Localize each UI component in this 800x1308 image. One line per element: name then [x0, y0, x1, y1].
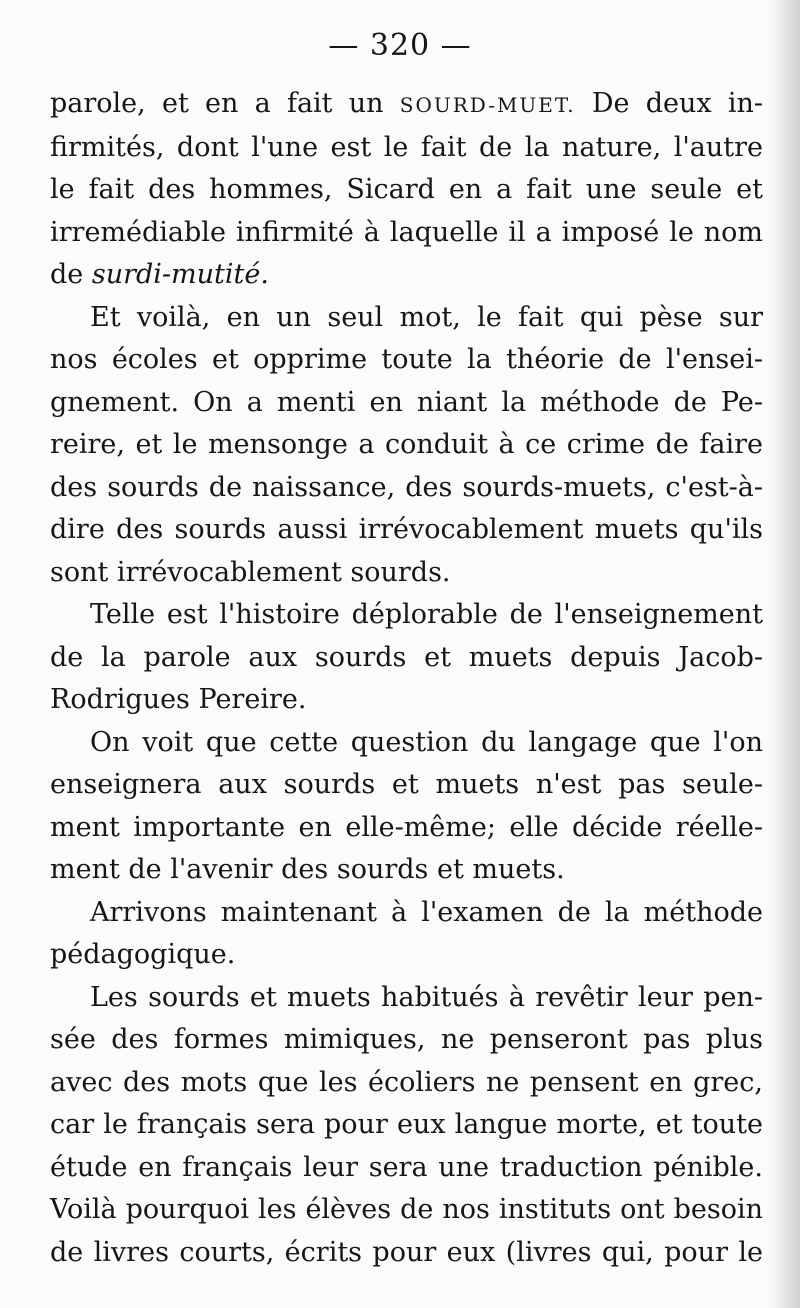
- body-text: [50, 83, 763, 1274]
- line-text: firmités, dont l'une est le fait de la nature, l'autre: [50, 131, 763, 163]
- scan-shadow: [766, 0, 800, 1308]
- line-text: dire des sourds aussi irrévocablement muets qu'ils: [50, 514, 763, 545]
- text-line: [50, 424, 763, 467]
- line-text: le fait des hommes, Sicard en a fait une seule et: [50, 174, 763, 205]
- italic-term: surdi-mutité.: [91, 259, 269, 290]
- text-line: [50, 1019, 763, 1062]
- line-text: Arrivons maintenant à l'examen de la méthode: [90, 896, 763, 928]
- line-text: étude en français leur sera une traduction pénible.: [50, 1151, 763, 1183]
- line-text: pédagogique.: [50, 939, 236, 970]
- line-text: Telle est l'histoire déplorable de l'enseignement: [90, 599, 763, 630]
- line-text: De deux in-: [575, 88, 763, 119]
- line-text: des sourds de naissance, des sourds-muets, c'est-à-: [50, 471, 763, 503]
- line-text: Et voilà, en un seul mot, le fait qui pèse sur: [90, 301, 763, 333]
- text-line: [50, 127, 763, 170]
- text-line: [50, 849, 763, 892]
- line-text: enseignera aux sourds et muets n'est pas seule-: [50, 769, 763, 800]
- line-text: avec des mots que les écoliers ne pensent en grec,: [50, 1066, 763, 1098]
- text-line: [50, 509, 763, 552]
- small-caps-term: SOURD-MUET.: [399, 93, 576, 117]
- line-text: nos écoles et opprime toute la théorie de l'ensei-: [50, 344, 763, 375]
- text-line: [50, 83, 763, 127]
- line-text: de: [50, 259, 92, 290]
- line-text: Les sourds et muets habitués à revêtir leur pen-: [90, 981, 763, 1013]
- text-line: [50, 1104, 763, 1147]
- page-number: — 320 —: [328, 28, 472, 63]
- line-text: ment de l'avenir des sourds et muets.: [50, 854, 565, 885]
- text-line: [50, 977, 763, 1020]
- text-line: [50, 722, 763, 765]
- text-line: [50, 212, 763, 255]
- text-line: [50, 1062, 763, 1105]
- line-text: de la parole aux sourds et muets depuis Jacob-: [50, 641, 763, 673]
- text-line: [50, 807, 763, 850]
- text-line: [50, 382, 763, 425]
- line-text: gnement. On a menti en niant la méthode de Pe-: [50, 386, 763, 418]
- line-text: reire, et le mensonge a conduit à ce crime de faire: [50, 429, 763, 460]
- text-line: [50, 552, 763, 595]
- text-line: [50, 1147, 763, 1190]
- text-line: [50, 594, 763, 637]
- line-text: car le français sera pour eux langue morte, et toute: [50, 1109, 763, 1140]
- line-text: Voilà pourquoi les élèves de nos instituts ont besoin: [50, 1194, 763, 1225]
- line-text: irremédiable infirmité à laquelle il a imposé le nom: [50, 216, 763, 248]
- text-line: [50, 297, 763, 340]
- line-text: On voit que cette question du langage que l'on: [90, 726, 763, 758]
- text-line: [50, 254, 763, 297]
- line-text: de livres courts, écrits pour eux (livres qui, pour le: [50, 1236, 763, 1268]
- text-line: [50, 764, 763, 807]
- line-text: parole, et en a fait un: [50, 88, 400, 119]
- line-text: sée des formes mimiques, ne penseront pas plus: [50, 1024, 763, 1055]
- line-text: Rodrigues Pereire.: [50, 684, 307, 715]
- text-line: [50, 467, 763, 510]
- text-line: [50, 1189, 763, 1232]
- text-line: [50, 1232, 763, 1275]
- line-text: sont irrévocablement sourds.: [50, 556, 451, 588]
- text-line: [50, 679, 763, 722]
- text-line: [50, 339, 763, 382]
- text-line: [50, 637, 763, 680]
- text-line: [50, 934, 763, 977]
- text-line: [50, 169, 763, 212]
- text-line: [50, 892, 763, 935]
- line-text: ment importante en elle-même; elle décide réelle-: [50, 811, 763, 843]
